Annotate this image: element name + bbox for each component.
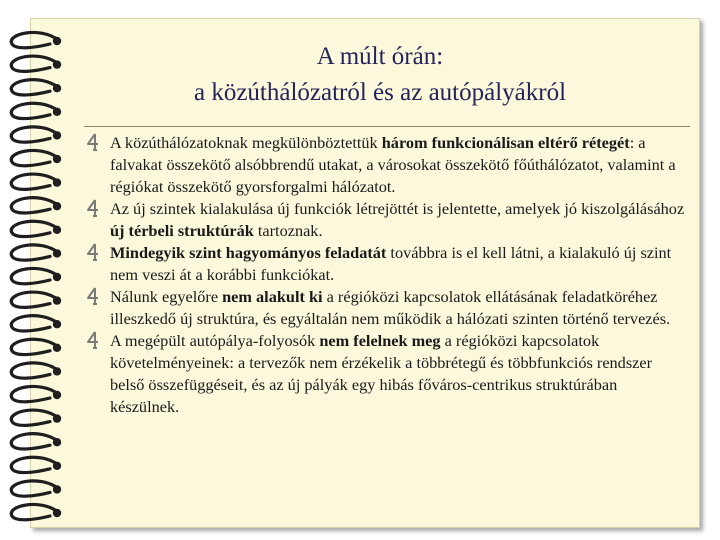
bullet-text: A megépült autópálya-folyosók bbox=[110, 331, 320, 350]
bullet-emphasis: nem alakult ki bbox=[222, 287, 323, 306]
binding-ring bbox=[11, 316, 61, 331]
binding-ring bbox=[11, 292, 61, 307]
binding-ring bbox=[11, 127, 61, 142]
binding-ring bbox=[11, 268, 61, 283]
bullet-text: továbbra is el kell látni, a kialakuló új szint nem veszi át a korábbi funkciókat. bbox=[110, 243, 672, 284]
binding-ring bbox=[11, 457, 61, 472]
bullet-item bbox=[86, 330, 686, 418]
binding-ring bbox=[11, 32, 61, 47]
numeral-four-bullet-icon bbox=[86, 133, 100, 151]
bullet-emphasis: nem felelnek meg bbox=[319, 331, 441, 350]
bullet-text: a régióközi kapcsolatok követelményeinek: a tervezők nem érzékelik a többrétegű és többfunkciós rendszer belső összefüggéseit, és az új pályák egy hibás főváros-centrikus struktúrában készülnek. bbox=[110, 331, 653, 416]
numeral-four-bullet-icon bbox=[86, 331, 100, 349]
bullet-emphasis: Mindegyik szint hagyományos feladatát bbox=[110, 243, 387, 262]
bullet-item bbox=[86, 286, 686, 330]
binding-ring bbox=[11, 386, 61, 401]
bullet-item bbox=[86, 242, 686, 286]
binding-ring bbox=[11, 103, 61, 118]
bullet-emphasis: három funkcionálisan eltérő rétegét bbox=[381, 133, 630, 152]
bullet-text: Az új szintek kialakulása új funkciók létrejöttét is jelentette, amelyek jó kiszolgálásához bbox=[110, 199, 685, 218]
binding-ring bbox=[11, 504, 61, 519]
title-line-2: a közúthálózatról és az autópályákról bbox=[193, 79, 567, 106]
binding-ring bbox=[11, 221, 61, 236]
bullet-list bbox=[86, 132, 686, 418]
bullet-text: tartoznak. bbox=[253, 221, 323, 240]
bullet-text: : a falvakat összekötő alsóbbrendű utakat, a városokat összekötő főúthálózatot, valamint a régiókat összekötő gyorsforgalmi hálózatot. bbox=[110, 133, 676, 196]
bullet-text: Nálunk egyelőre bbox=[110, 287, 223, 306]
binding-ring bbox=[11, 363, 61, 378]
title-divider bbox=[84, 126, 690, 127]
binding-ring bbox=[11, 174, 61, 189]
binding-ring bbox=[11, 245, 61, 260]
binding-ring bbox=[11, 198, 61, 213]
numeral-four-bullet-icon bbox=[86, 243, 100, 261]
title-line-1: A múlt órán: bbox=[316, 43, 444, 70]
bullet-emphasis: új térbeli struktúrák bbox=[110, 221, 254, 240]
bullet-text: A közúthálózatoknak megkülönböztettük bbox=[110, 133, 382, 152]
bullet-item bbox=[86, 132, 686, 198]
binding-ring bbox=[11, 481, 61, 496]
binding-ring bbox=[11, 150, 61, 165]
binding-ring bbox=[11, 434, 61, 449]
binding-ring bbox=[11, 339, 61, 354]
binding-ring bbox=[11, 80, 61, 95]
bullet-item bbox=[86, 198, 686, 242]
binding-ring bbox=[11, 410, 61, 425]
numeral-four-bullet-icon bbox=[86, 287, 100, 305]
binding-ring bbox=[11, 56, 61, 71]
numeral-four-bullet-icon bbox=[86, 199, 100, 217]
bullet-text: a régióközi kapcsolatok ellátásának feladatköréhez illeszkedő új struktúra, és egyáltalán nem működik a hálózati szinten történő tervezés. bbox=[110, 287, 671, 328]
